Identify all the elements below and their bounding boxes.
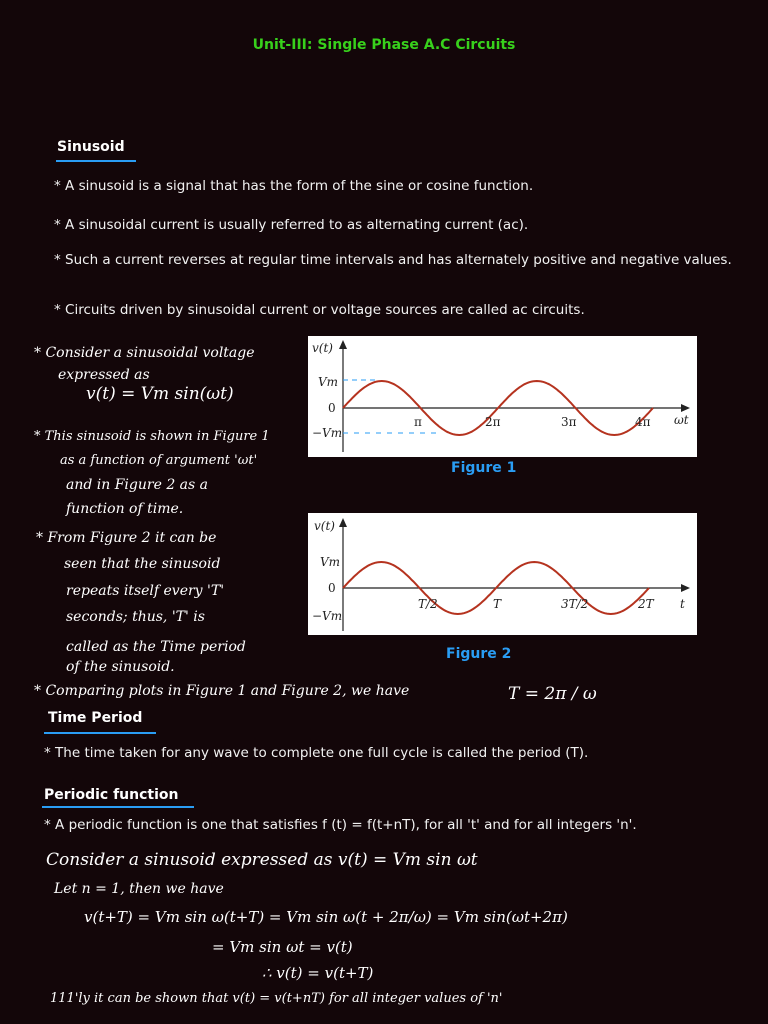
figure-2-caption: Figure 2 bbox=[446, 646, 512, 662]
periodic-heading-underline bbox=[42, 806, 194, 808]
figure-1-tick-4pi: 4π bbox=[635, 415, 651, 429]
handnote-15: T = 2π / ω bbox=[508, 684, 597, 704]
time-period-text: * The time taken for any wave to complete one full cycle is called the period (T). bbox=[44, 745, 589, 761]
time-period-heading-underline bbox=[44, 732, 156, 734]
handnote-14: * Comparing plots in Figure 1 and Figure 2, we have bbox=[34, 683, 410, 699]
handnote-3: v(t) = Vm sin(ωt) bbox=[86, 384, 234, 404]
figure-1-neg-vm-label: −Vm bbox=[312, 426, 343, 440]
figure-1-vm-label: Vm bbox=[318, 375, 339, 389]
handnote-5: as a function of argument 'ωt' bbox=[60, 453, 258, 468]
figure-2-tick-half-t: T/2 bbox=[418, 597, 438, 611]
figure-2-ylabel: v(t) bbox=[314, 519, 335, 533]
figure-1-ylabel: v(t) bbox=[312, 341, 333, 355]
time-period-heading: Time Period bbox=[48, 710, 143, 726]
figure-2-tick-t: T bbox=[493, 597, 502, 611]
sinusoid-bullet-3: * Such a current reverses at regular time intervals and has alternately positive and negative values. bbox=[54, 252, 732, 268]
figure-2-tick-2t: 2T bbox=[638, 597, 654, 611]
periodic-hand-6: 111'ly it can be shown that v(t) = v(t+nT) for all integer values of 'n' bbox=[50, 991, 503, 1006]
figure-1-xlabel: ωt bbox=[674, 413, 689, 427]
handnote-2: expressed as bbox=[58, 367, 150, 383]
figure-2-vm-label: Vm bbox=[320, 555, 341, 569]
periodic-heading: Periodic function bbox=[44, 787, 179, 803]
figure-2-neg-vm-label: −Vm bbox=[312, 609, 343, 623]
figure-1-plot bbox=[308, 336, 697, 457]
figure-1-y-arrow bbox=[339, 340, 347, 349]
page-title: Unit-III: Single Phase A.C Circuits bbox=[252, 37, 516, 53]
handnote-7: function of time. bbox=[66, 501, 184, 517]
figure-1-zero-label: 0 bbox=[328, 401, 336, 415]
figure-1-tick-3pi: 3π bbox=[561, 415, 577, 429]
handnote-6: and in Figure 2 as a bbox=[66, 477, 209, 493]
figure-2-xlabel: t bbox=[680, 597, 685, 611]
handnote-9: seen that the sinusoid bbox=[64, 556, 221, 572]
figure-1 bbox=[308, 336, 697, 457]
sinusoid-heading: Sinusoid bbox=[57, 139, 125, 155]
periodic-hand-4: = Vm sin ωt = v(t) bbox=[212, 938, 353, 956]
figure-1-caption: Figure 1 bbox=[451, 460, 517, 476]
handnote-4: * This sinusoid is shown in Figure 1 bbox=[34, 429, 270, 444]
periodic-hand-5: ∴ v(t) = v(t+T) bbox=[262, 964, 374, 982]
periodic-hand-1: Consider a sinusoid expressed as v(t) = Vm sin ωt bbox=[46, 850, 478, 870]
figure-1-tick-pi: π bbox=[414, 415, 422, 429]
sinusoid-heading-underline bbox=[56, 160, 136, 162]
handnote-13: of the sinusoid. bbox=[66, 659, 175, 675]
figure-1-x-arrow bbox=[681, 404, 690, 412]
sinusoid-bullet-2: * A sinusoidal current is usually referred to as alternating current (ac). bbox=[54, 217, 529, 233]
periodic-hand-3: v(t+T) = Vm sin ω(t+T) = Vm sin ω(t + 2π/ω) = Vm sin(ωt+2π) bbox=[84, 908, 568, 926]
handnote-11: seconds; thus, 'T' is bbox=[66, 609, 205, 625]
figure-2-y-arrow bbox=[339, 518, 347, 527]
handnote-12: called as the Time period bbox=[66, 639, 246, 655]
figure-2-plot bbox=[308, 513, 697, 635]
figure-2 bbox=[308, 513, 697, 635]
figure-2-x-arrow bbox=[681, 584, 690, 592]
handnote-10: repeats itself every 'T' bbox=[66, 583, 225, 599]
periodic-hand-2: Let n = 1, then we have bbox=[54, 881, 224, 897]
sinusoid-bullet-4: * Circuits driven by sinusoidal current or voltage sources are called ac circuits. bbox=[54, 302, 585, 318]
figure-2-tick-3half-t: 3T/2 bbox=[561, 597, 589, 611]
figure-2-zero-label: 0 bbox=[328, 581, 336, 595]
sinusoid-bullet-1: * A sinusoid is a signal that has the form of the sine or cosine function. bbox=[54, 178, 534, 194]
figure-1-tick-2pi: 2π bbox=[485, 415, 501, 429]
handnote-1: * Consider a sinusoidal voltage bbox=[34, 345, 255, 361]
handnote-8: * From Figure 2 it can be bbox=[36, 530, 217, 546]
periodic-text: * A periodic function is one that satisfies f (t) = f(t+nT), for all 't' and for all integers 'n'. bbox=[44, 817, 637, 833]
